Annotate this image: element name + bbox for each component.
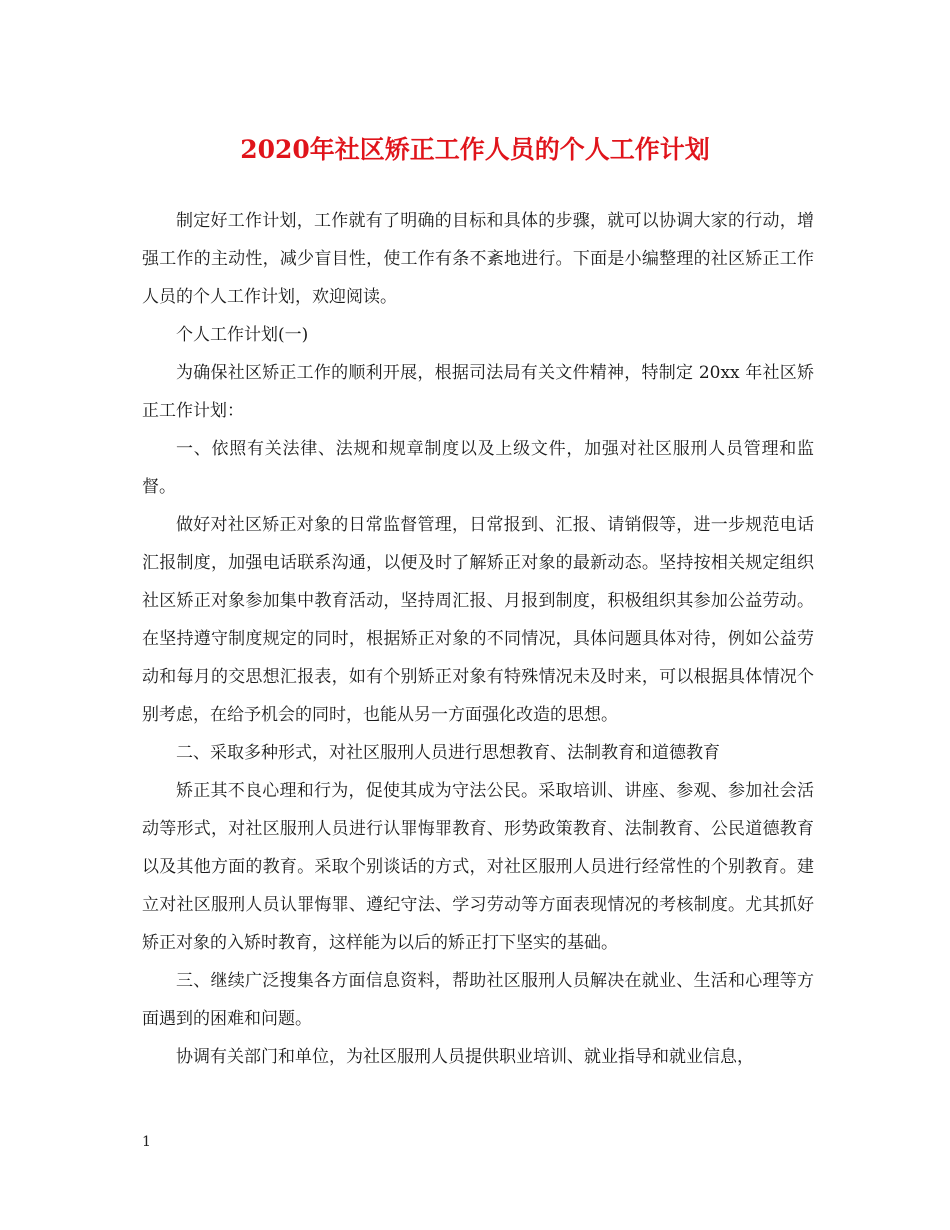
paragraph-purpose: 为确保社区矫正工作的顺利开展，根据司法局有关文件精神，特制定 20xx 年社区矫正工作计划： — [142, 363, 814, 421]
page-number: 1 — [142, 1134, 151, 1150]
paragraph-section-two-body: 矫正其不良心理和行为，促使其成为守法公民。采取培训、讲座、参观、参加社会活动等形式，对社区服刑人员进行认罪悔罪教育、形势政策教育、法制教育、公民道德教育以及其他方面的教育。采取个别谈话的方式，对社区服刑人员进行经常性的个别教育。建立对社区服刑人员认罪悔罪、遵纪守法、学习劳动等方面表现情况的考核制度。尤其抓好矫正对象的入矫时教育，这样能为以后的矫正打下坚实的基础。 — [142, 781, 814, 953]
paragraph-section-two-heading: 二、采取多种形式，对社区服刑人员进行思想教育、法制教育和道德教育 — [176, 743, 720, 763]
paragraph-intro: 制定好工作计划，工作就有了明确的目标和具体的步骤，就可以协调大家的行动，增强工作的主动性，减少盲目性，使工作有条不紊地进行。下面是小编整理的社区矫正工作人员的个人工作计划，欢迎阅读。 — [142, 211, 814, 307]
paragraph-section-one-heading: 一、依照有关法律、法规和规章制度以及上级文件，加强对社区服刑人员管理和监督。 — [142, 439, 814, 497]
paragraph-section-three-body: 协调有关部门和单位，为社区服刑人员提供职业培训、就业指导和就业信息， — [176, 1047, 754, 1067]
document-title: 2020年社区矫正工作人员的个人工作计划 — [240, 135, 710, 164]
paragraph-plan-heading: 个人工作计划(一) — [176, 325, 309, 345]
document-body — [142, 202, 814, 1076]
paragraph-section-one-body: 做好对社区矫正对象的日常监督管理，日常报到、汇报、请销假等，进一步规范电话汇报制度，加强电话联系沟通，以便及时了解矫正对象的最新动态。坚持按相关规定组织社区矫正对象参加集中教育活动，坚持周汇报、月报到制度，积极组织其参加公益劳动。在坚持遵守制度规定的同时，根据矫正对象的不同情况，具体问题具体对待，例如公益劳动和每月的交思想汇报表，如有个别矫正对象有特殊情况未及时来，可以根据具体情况个别考虑，在给予机会的同时，也能从另一方面强化改造的思想。 — [142, 515, 814, 725]
paragraph-section-three-heading: 三、继续广泛搜集各方面信息资料，帮助社区服刑人员解决在就业、生活和心理等方面遇到的困难和问题。 — [142, 971, 814, 1029]
